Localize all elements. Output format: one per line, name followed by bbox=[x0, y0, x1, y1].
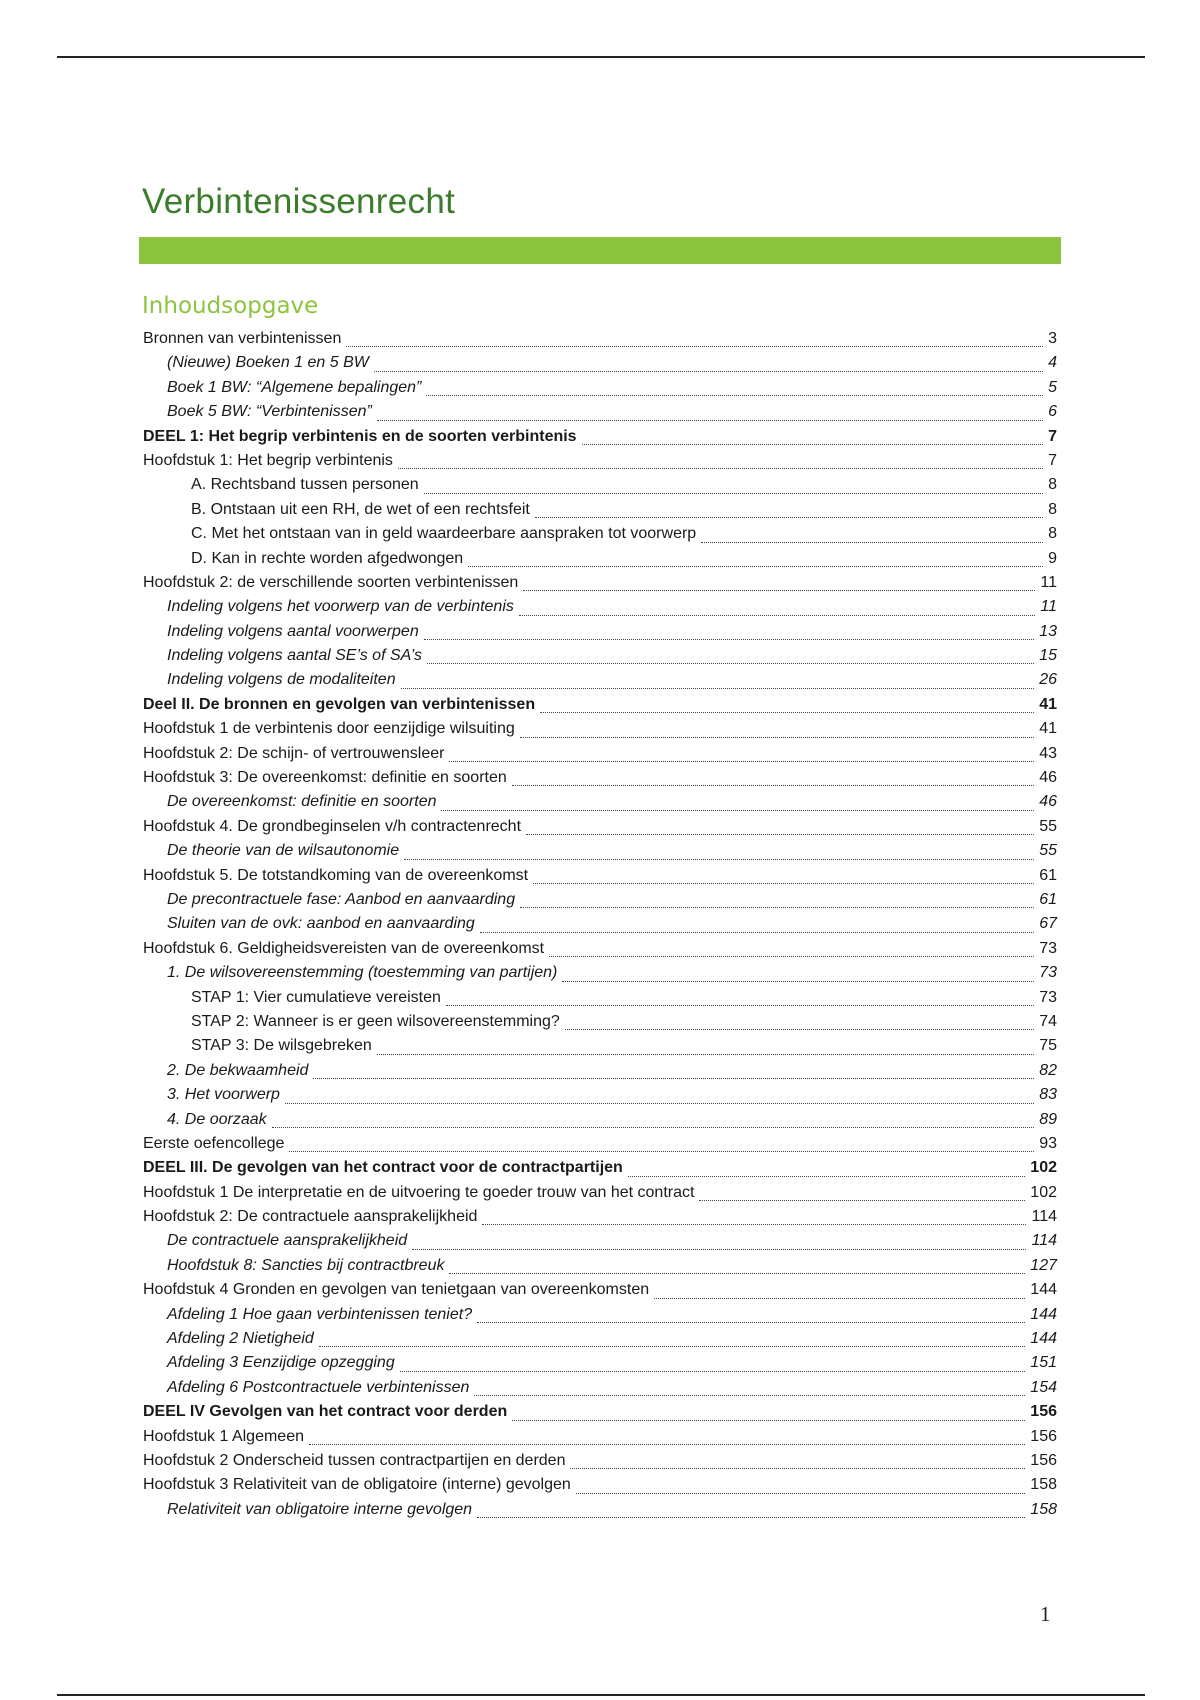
toc-entry-page: 156 bbox=[1030, 1403, 1057, 1421]
toc-dot-leader bbox=[482, 1224, 1026, 1225]
toc-dot-leader bbox=[424, 493, 1043, 494]
toc-dot-leader bbox=[313, 1078, 1034, 1079]
toc-entry-title: 3. Het voorwerp bbox=[167, 1086, 280, 1104]
toc-entry-page: 83 bbox=[1039, 1086, 1057, 1104]
toc-entry-page: 114 bbox=[1031, 1232, 1057, 1250]
toc-entry-page: 41 bbox=[1039, 695, 1057, 713]
toc-entry-title: De contractuele aansprakelijkheid bbox=[167, 1232, 408, 1250]
toc-entry-page: 73 bbox=[1039, 939, 1057, 957]
toc-entry[interactable] bbox=[143, 644, 1057, 668]
toc-entry-title: De overeenkomst: definitie en soorten bbox=[167, 793, 437, 811]
toc-entry-title: Indeling volgens aantal voorwerpen bbox=[167, 622, 419, 640]
toc-entry-page: 154 bbox=[1030, 1378, 1057, 1396]
toc-entry-page: 46 bbox=[1039, 793, 1057, 811]
toc-entry-page: 11 bbox=[1040, 573, 1057, 591]
toc-entry-page: 61 bbox=[1039, 866, 1057, 884]
toc-entry-title: Hoofdstuk 4. De grondbeginselen v/h contractenrecht bbox=[143, 817, 522, 835]
toc-entry[interactable] bbox=[143, 595, 1057, 619]
toc-entry[interactable] bbox=[143, 1351, 1057, 1375]
toc-entry-title: (Nieuwe) Boeken 1 en 5 BW bbox=[167, 354, 369, 372]
toc-dot-leader bbox=[701, 542, 1043, 543]
toc-entry-page: 74 bbox=[1039, 1012, 1057, 1030]
toc-entry-title: Afdeling 2 Nietigheid bbox=[167, 1330, 314, 1348]
toc-dot-leader bbox=[520, 737, 1034, 738]
toc-entry-title: Hoofdstuk 1 Algemeen bbox=[143, 1427, 304, 1445]
toc-entry-page: 3 bbox=[1048, 330, 1057, 347]
toc-dot-leader bbox=[400, 1371, 1026, 1372]
toc-dot-leader bbox=[576, 1493, 1025, 1494]
toc-entry[interactable] bbox=[143, 1059, 1057, 1083]
table-of-contents bbox=[143, 327, 1057, 1522]
footer-rule bbox=[57, 1694, 1145, 1696]
toc-entry-page: 151 bbox=[1030, 1354, 1057, 1372]
toc-entry-title: Eerste oefencollege bbox=[143, 1134, 285, 1152]
toc-entry-title: Hoofdstuk 3 Relativiteit van de obligatoire (interne) gevolgen bbox=[143, 1476, 571, 1494]
toc-entry-title: De theorie van de wilsautonomie bbox=[167, 842, 400, 860]
toc-entry[interactable] bbox=[143, 473, 1057, 497]
toc-entry-title: 4. De oorzaak bbox=[167, 1110, 267, 1128]
toc-entry-page: 26 bbox=[1039, 671, 1057, 689]
toc-entry[interactable] bbox=[143, 571, 1057, 595]
toc-entry-title: Relativiteit van obligatoire interne gevolgen bbox=[167, 1500, 473, 1518]
toc-entry-title: Bronnen van verbintenissen bbox=[143, 330, 342, 347]
toc-entry-title: Hoofdstuk 2: De contractuele aansprakelijkheid bbox=[143, 1208, 478, 1226]
toc-entry[interactable] bbox=[143, 766, 1057, 790]
toc-entry-title: STAP 2: Wanneer is er geen wilsovereenstemming? bbox=[191, 1012, 560, 1030]
toc-entry-page: 8 bbox=[1048, 500, 1057, 518]
toc-entry-page: 156 bbox=[1030, 1427, 1057, 1445]
toc-dot-leader bbox=[424, 639, 1034, 640]
toc-entry-title: Deel II. De bronnen en gevolgen van verbintenissen bbox=[143, 695, 536, 713]
toc-entry-title: A. Rechtsband tussen personen bbox=[191, 476, 419, 494]
toc-entry[interactable] bbox=[143, 815, 1057, 839]
toc-dot-leader bbox=[562, 981, 1034, 982]
toc-entry-page: 73 bbox=[1039, 988, 1057, 1006]
toc-entry-page: 73 bbox=[1039, 964, 1057, 982]
toc-entry-page: 7 bbox=[1048, 427, 1057, 445]
toc-dot-leader bbox=[427, 663, 1034, 664]
header-rule bbox=[57, 56, 1145, 58]
toc-entry[interactable] bbox=[143, 888, 1057, 912]
toc-dot-leader bbox=[289, 1151, 1034, 1152]
toc-entry-title: Hoofdstuk 2: De schijn- of vertrouwensleer bbox=[143, 744, 445, 762]
toc-entry[interactable] bbox=[143, 449, 1057, 473]
toc-entry[interactable] bbox=[143, 912, 1057, 936]
toc-dot-leader bbox=[565, 1029, 1034, 1030]
toc-entry[interactable] bbox=[143, 1205, 1057, 1229]
toc-entry[interactable] bbox=[143, 620, 1057, 644]
toc-dot-leader bbox=[520, 907, 1034, 908]
toc-entry-title: Afdeling 6 Postcontractuele verbintenissen bbox=[167, 1378, 470, 1396]
toc-dot-leader bbox=[449, 761, 1034, 762]
toc-entry[interactable] bbox=[143, 717, 1057, 741]
toc-entry-title: Hoofdstuk 1 de verbintenis door eenzijdige wilsuiting bbox=[143, 720, 515, 738]
toc-entry-title: Afdeling 1 Hoe gaan verbintenissen teniet? bbox=[167, 1305, 473, 1323]
toc-entry-page: 55 bbox=[1039, 842, 1057, 860]
toc-entry-page: 127 bbox=[1030, 1256, 1057, 1274]
toc-dot-leader bbox=[533, 883, 1034, 884]
toc-entry[interactable] bbox=[143, 1132, 1057, 1156]
toc-entry[interactable] bbox=[143, 1400, 1057, 1424]
toc-entry[interactable] bbox=[143, 1473, 1057, 1497]
toc-entry-title: Hoofdstuk 5. De totstandkoming van de overeenkomst bbox=[143, 866, 529, 884]
toc-entry[interactable] bbox=[143, 1303, 1057, 1327]
toc-entry-title: Hoofdstuk 8: Sancties bij contractbreuk bbox=[167, 1256, 445, 1274]
toc-entry-page: 8 bbox=[1048, 476, 1057, 494]
toc-entry-page: 89 bbox=[1039, 1110, 1057, 1128]
toc-entry[interactable] bbox=[143, 1425, 1057, 1449]
toc-entry-title: Hoofdstuk 1 De interpretatie en de uitvoering te goeder trouw van het contract bbox=[143, 1183, 695, 1201]
toc-dot-leader bbox=[404, 859, 1034, 860]
toc-entry-page: 144 bbox=[1030, 1330, 1057, 1348]
toc-entry[interactable] bbox=[143, 742, 1057, 766]
toc-entry[interactable] bbox=[143, 1010, 1057, 1034]
toc-dot-leader bbox=[654, 1298, 1025, 1299]
toc-dot-leader bbox=[699, 1200, 1025, 1201]
toc-entry[interactable] bbox=[143, 986, 1057, 1010]
toc-dot-leader bbox=[526, 834, 1034, 835]
toc-entry-page: 8 bbox=[1048, 525, 1057, 543]
toc-entry-title: B. Ontstaan uit een RH, de wet of een rechtsfeit bbox=[191, 500, 530, 518]
toc-entry[interactable] bbox=[143, 1108, 1057, 1132]
toc-dot-leader bbox=[441, 810, 1034, 811]
toc-entry[interactable] bbox=[143, 1083, 1057, 1107]
toc-entry-title: Indeling volgens het voorwerp van de verbintenis bbox=[167, 598, 514, 616]
toc-dot-leader bbox=[468, 566, 1043, 567]
toc-dot-leader bbox=[549, 956, 1034, 957]
toc-entry[interactable] bbox=[143, 961, 1057, 985]
toc-entry-page: 102 bbox=[1030, 1159, 1057, 1177]
toc-entry-title: Sluiten van de ovk: aanbod en aanvaarding bbox=[167, 915, 475, 933]
toc-entry[interactable] bbox=[143, 327, 1057, 351]
toc-entry-title: Indeling volgens de modaliteiten bbox=[167, 671, 396, 689]
toc-entry-title: Hoofdstuk 3: De overeenkomst: definitie en soorten bbox=[143, 769, 507, 787]
toc-entry-title: 1. De wilsovereenstemming (toestemming van partijen) bbox=[167, 964, 558, 982]
toc-entry-page: 13 bbox=[1039, 622, 1057, 640]
toc-dot-leader bbox=[512, 1420, 1025, 1421]
toc-entry-page: 46 bbox=[1039, 769, 1057, 787]
toc-dot-leader bbox=[426, 395, 1043, 396]
toc-entry-page: 93 bbox=[1039, 1134, 1057, 1152]
toc-entry-page: 144 bbox=[1030, 1281, 1057, 1299]
toc-entry-title: Boek 5 BW: “Verbintenissen” bbox=[167, 403, 372, 421]
page-number: 1 bbox=[1040, 1602, 1051, 1626]
toc-dot-leader bbox=[309, 1444, 1025, 1445]
toc-dot-leader bbox=[377, 1054, 1034, 1055]
toc-entry-title: Hoofdstuk 2 Onderscheid tussen contractpartijen en derden bbox=[143, 1451, 566, 1469]
toc-entry-title: DEEL IV Gevolgen van het contract voor derden bbox=[143, 1403, 508, 1421]
toc-dot-leader bbox=[285, 1103, 1034, 1104]
toc-entry[interactable] bbox=[143, 1278, 1057, 1302]
document-title: Verbintenissenrecht bbox=[142, 182, 456, 221]
toc-entry[interactable] bbox=[143, 1181, 1057, 1205]
toc-dot-leader bbox=[477, 1517, 1025, 1518]
toc-entry[interactable] bbox=[143, 1254, 1057, 1278]
toc-dot-leader bbox=[480, 932, 1034, 933]
toc-entry[interactable] bbox=[143, 790, 1057, 814]
toc-dot-leader bbox=[377, 420, 1043, 421]
toc-entry-page: 15 bbox=[1039, 647, 1057, 665]
toc-entry[interactable] bbox=[143, 522, 1057, 546]
toc-entry[interactable] bbox=[143, 547, 1057, 571]
toc-entry[interactable] bbox=[143, 1034, 1057, 1058]
toc-entry-page: 82 bbox=[1039, 1061, 1057, 1079]
toc-dot-leader bbox=[374, 371, 1043, 372]
toc-entry-page: 67 bbox=[1039, 915, 1057, 933]
toc-entry-title: Boek 1 BW: “Algemene bepalingen” bbox=[167, 378, 422, 396]
toc-entry[interactable] bbox=[143, 1156, 1057, 1180]
toc-dot-leader bbox=[449, 1273, 1025, 1274]
toc-entry[interactable] bbox=[143, 1327, 1057, 1351]
toc-dot-leader bbox=[523, 590, 1035, 591]
toc-entry-title: 2. De bekwaamheid bbox=[167, 1061, 309, 1079]
toc-entry-page: 4 bbox=[1048, 354, 1057, 372]
toc-entry-page: 114 bbox=[1031, 1208, 1057, 1226]
toc-dot-leader bbox=[535, 517, 1043, 518]
toc-dot-leader bbox=[519, 615, 1036, 616]
toc-entry-page: 156 bbox=[1030, 1451, 1057, 1469]
toc-dot-leader bbox=[412, 1249, 1026, 1250]
toc-dot-leader bbox=[570, 1468, 1025, 1469]
toc-entry-page: 75 bbox=[1039, 1037, 1057, 1055]
toc-dot-leader bbox=[346, 346, 1043, 347]
toc-entry-page: 41 bbox=[1039, 720, 1057, 738]
toc-entry-title: Hoofdstuk 6. Geldigheidsvereisten van de overeenkomst bbox=[143, 939, 545, 957]
toc-entry[interactable] bbox=[143, 498, 1057, 522]
toc-entry[interactable] bbox=[143, 839, 1057, 863]
toc-dot-leader bbox=[272, 1127, 1035, 1128]
toc-entry-title: Hoofdstuk 1: Het begrip verbintenis bbox=[143, 451, 393, 469]
toc-entry[interactable] bbox=[143, 425, 1057, 449]
toc-entry[interactable] bbox=[143, 1229, 1057, 1253]
toc-entry-page: 6 bbox=[1048, 403, 1057, 421]
toc-entry-page: 7 bbox=[1048, 451, 1057, 469]
toc-dot-leader bbox=[628, 1176, 1025, 1177]
toc-entry[interactable] bbox=[143, 376, 1057, 400]
toc-entry[interactable] bbox=[143, 693, 1057, 717]
toc-entry[interactable] bbox=[143, 400, 1057, 424]
toc-entry-page: 102 bbox=[1030, 1183, 1057, 1201]
toc-dot-leader bbox=[398, 468, 1043, 469]
toc-entry-page: 144 bbox=[1030, 1305, 1057, 1323]
toc-entry-title: DEEL III. De gevolgen van het contract voor de contractpartijen bbox=[143, 1159, 623, 1177]
toc-entry-title: Hoofdstuk 4 Gronden en gevolgen van tenietgaan van overeenkomsten bbox=[143, 1281, 650, 1299]
toc-entry[interactable] bbox=[143, 864, 1057, 888]
toc-dot-leader bbox=[582, 444, 1044, 445]
title-accent-bar bbox=[139, 237, 1061, 264]
toc-entry-page: 43 bbox=[1039, 744, 1057, 762]
toc-entry[interactable] bbox=[143, 351, 1057, 375]
toc-entry-title: Hoofdstuk 2: de verschillende soorten verbintenissen bbox=[143, 573, 519, 591]
toc-entry-page: 55 bbox=[1039, 817, 1057, 835]
toc-dot-leader bbox=[477, 1322, 1025, 1323]
toc-entry[interactable] bbox=[143, 1376, 1057, 1400]
toc-dot-leader bbox=[540, 712, 1034, 713]
toc-dot-leader bbox=[512, 785, 1034, 786]
toc-entry-page: 158 bbox=[1030, 1500, 1057, 1518]
toc-dot-leader bbox=[474, 1395, 1025, 1396]
toc-entry[interactable] bbox=[143, 1498, 1057, 1522]
toc-entry-title: D. Kan in rechte worden afgedwongen bbox=[191, 549, 464, 567]
toc-entry[interactable] bbox=[143, 1449, 1057, 1473]
toc-entry-title: STAP 1: Vier cumulatieve vereisten bbox=[191, 988, 441, 1006]
toc-entry-title: Indeling volgens aantal SE’s of SA’s bbox=[167, 647, 422, 665]
toc-entry-title: DEEL 1: Het begrip verbintenis en de soorten verbintenis bbox=[143, 427, 577, 445]
toc-entry-page: 158 bbox=[1030, 1476, 1057, 1494]
toc-entry-title: De precontractuele fase: Aanbod en aanvaarding bbox=[167, 890, 516, 908]
toc-entry-page: 61 bbox=[1039, 890, 1057, 908]
toc-entry[interactable] bbox=[143, 668, 1057, 692]
toc-entry-title: Afdeling 3 Eenzijdige opzegging bbox=[167, 1354, 395, 1372]
toc-entry-page: 9 bbox=[1048, 549, 1057, 567]
toc-entry[interactable] bbox=[143, 937, 1057, 961]
toc-dot-leader bbox=[401, 688, 1035, 689]
toc-dot-leader bbox=[319, 1346, 1026, 1347]
toc-entry-page: 11 bbox=[1040, 598, 1057, 616]
toc-dot-leader bbox=[446, 1005, 1034, 1006]
toc-entry-title: STAP 3: De wilsgebreken bbox=[191, 1037, 372, 1055]
toc-heading: Inhoudsopgave bbox=[142, 293, 319, 319]
toc-entry-page: 5 bbox=[1048, 378, 1057, 396]
toc-entry-title: C. Met het ontstaan van in geld waardeerbare aanspraken tot voorwerp bbox=[191, 525, 697, 543]
